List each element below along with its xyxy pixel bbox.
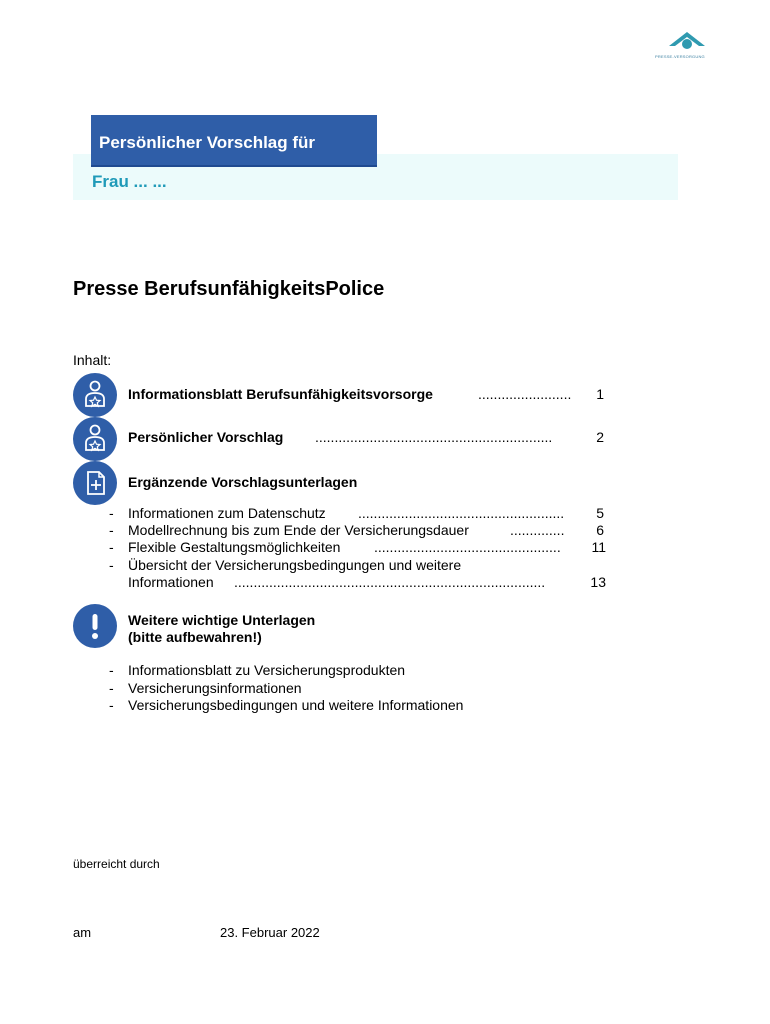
recipient-salutation: Frau ... ... [92, 172, 167, 191]
toc-section-title[interactable]: Persönlicher Vorschlag [128, 429, 284, 445]
date-value: 23. Februar 2022 [220, 925, 320, 940]
important-title: Weitere wichtige Unterlagen [128, 612, 316, 628]
proposal-title: Persönlicher Vorschlag für [99, 133, 316, 152]
list-dash: - [109, 662, 114, 678]
contents-label: Inhalt: [73, 352, 112, 368]
list-dash: - [109, 505, 114, 521]
document-plus-icon [73, 461, 117, 505]
toc-section-title[interactable]: Ergänzende Vorschlagsunterlagen [128, 474, 358, 490]
toc-page-number: 2 [596, 429, 604, 445]
toc-sub-item-label: Übersicht der Versicherungsbedingungen und weitere [128, 557, 462, 573]
toc-page-number: 1 [596, 386, 604, 402]
logo-text: PRESSE-VERSORGUNG [655, 54, 705, 59]
person-star-icon [73, 417, 117, 461]
list-item-label: Informationsblatt zu Versicherungsprodukten [128, 662, 406, 678]
product-title: Presse BerufsunfähigkeitsPolice [73, 278, 385, 300]
important-subtitle: (bitte aufbewahren!) [128, 629, 262, 645]
toc-sub-item-label: Informationen [128, 574, 214, 590]
toc-sub-item-label: Informationen zum Datenschutz [128, 505, 326, 521]
list-dash: - [109, 697, 114, 713]
toc-page-number: 11 [591, 539, 606, 555]
date-label: am [73, 925, 92, 940]
toc-leader-dots: ..................................................... [358, 505, 565, 521]
toc-page-number: 5 [596, 505, 604, 521]
exclamation-icon [73, 604, 117, 648]
list-item-label: Versicherungsinformationen [128, 680, 302, 696]
toc-page-number: 13 [590, 574, 606, 590]
proposal-title-box [91, 115, 377, 167]
toc-sub-item-continuation [128, 574, 214, 590]
list-item-label: Versicherungsbedingungen und weitere Informationen [128, 697, 464, 713]
toc-leader-dots: ................................................................................ [234, 574, 546, 590]
list-dash: - [109, 539, 114, 555]
toc-leader-dots: ............................................................. [315, 429, 553, 445]
list-dash: - [109, 680, 114, 696]
toc-leader-dots: ........................ [478, 386, 572, 402]
toc-sub-item-label: Flexible Gestaltungsmöglichkeiten [128, 539, 341, 555]
list-dash: - [109, 557, 114, 573]
toc-leader-dots: ................................................ [374, 539, 561, 555]
toc-page-number: 6 [596, 522, 604, 538]
handed-over-label: überreicht durch [73, 857, 160, 871]
toc-sub-item-label: Modellrechnung bis zum Ende der Versicherungsdauer [128, 522, 469, 538]
person-star-icon [73, 373, 117, 417]
list-dash: - [109, 522, 114, 538]
company-logo [655, 28, 719, 64]
toc-leader-dots: .............. [510, 522, 565, 538]
logo-roof-icon [655, 28, 719, 54]
toc-section-title[interactable]: Informationsblatt Berufsunfähigkeitsvorsorge [128, 386, 433, 402]
